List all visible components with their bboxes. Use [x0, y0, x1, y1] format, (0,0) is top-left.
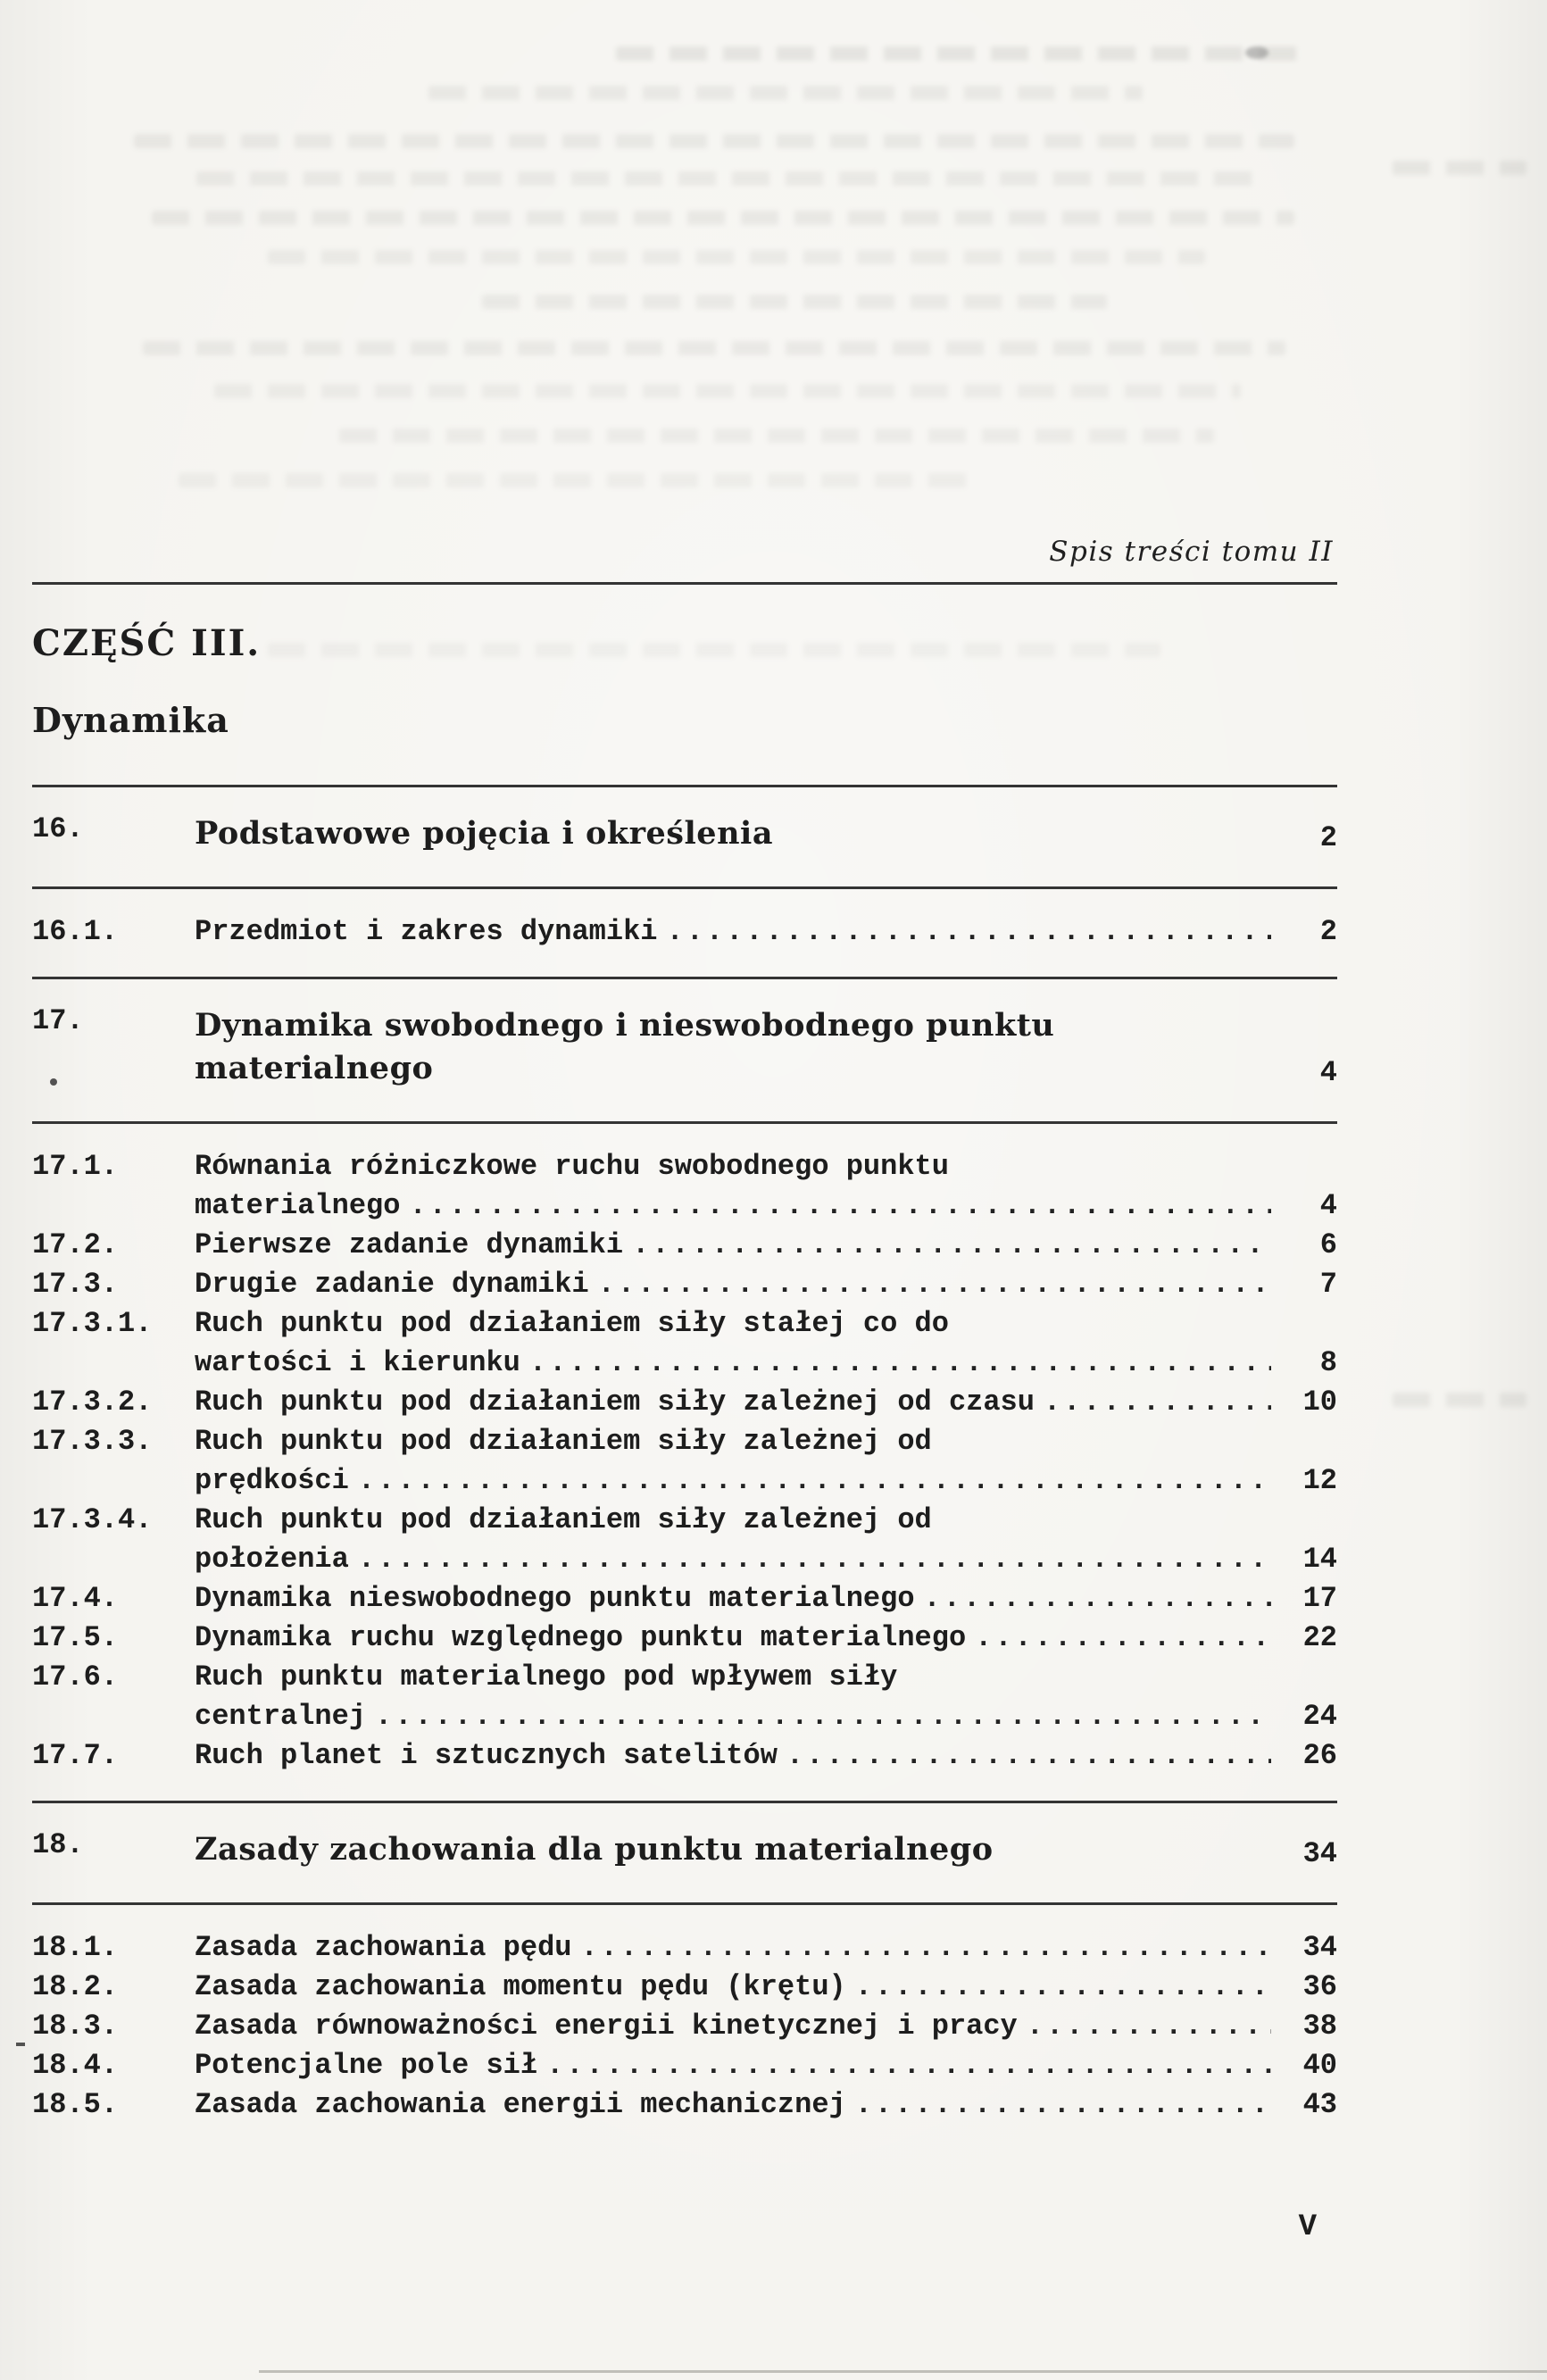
dot-leader	[546, 2046, 1271, 2085]
toc-entry-number: 17.4.	[32, 1581, 119, 1615]
chapter-row	[32, 787, 1337, 886]
toc-entry	[32, 1619, 1337, 1658]
dot-leader	[632, 1226, 1271, 1265]
chapter-title	[195, 812, 1282, 854]
toc-entry-title: Zasada zachowania energii mechanicznej	[195, 2088, 846, 2121]
toc-entry-title: Ruch planet i sztucznych satelitów	[195, 1738, 778, 1772]
toc-entry	[32, 1736, 1337, 1776]
chapter-row	[32, 1803, 1337, 1902]
toc-entry-line	[32, 1304, 1337, 1344]
toc-entry-number: 17.3.4.	[32, 1502, 153, 1536]
toc-entry-line	[32, 2046, 1337, 2085]
toc-entry	[32, 1968, 1337, 2007]
stray-tick-mark	[16, 2043, 25, 2046]
toc-entry-number: 17.3.1.	[32, 1306, 153, 1340]
toc-entry-number: 17.3.2.	[32, 1385, 153, 1419]
toc-entry	[32, 912, 1337, 952]
chapter-title	[195, 1004, 1282, 1089]
toc-entry	[32, 2085, 1337, 2125]
toc-entry-title: Ruch punktu pod działaniem siły stałej co do	[195, 1306, 949, 1340]
page-content	[32, 0, 1337, 2150]
chapter-title-line: Zasady zachowania dla punktu materialnego	[195, 1830, 994, 1868]
toc-entry-number: 17.3.3.	[32, 1424, 153, 1458]
toc-entry-line	[32, 1147, 1337, 1186]
toc-entry-line	[32, 1579, 1337, 1619]
toc-entry-title: Potencjalne pole sił	[195, 2049, 538, 2082]
dot-leader	[666, 912, 1271, 952]
toc-entry-page-number: 36	[1302, 1970, 1337, 2003]
toc-entry-title: Ruch punktu pod działaniem siły zależnej od czasu	[195, 1385, 1035, 1419]
toc-entry-title: Ruch punktu materialnego pod wpływem siły	[195, 1660, 898, 1693]
toc-entry-title: Ruch punktu pod działaniem siły zależnej od	[195, 1502, 932, 1536]
toc-entry-title: centralnej	[195, 1699, 367, 1733]
toc-header-title: Spis treści tomu II	[1049, 536, 1334, 568]
toc-entries-group	[32, 1124, 1337, 1801]
toc-entry-title: Drugie zadanie dynamiki	[195, 1267, 589, 1301]
dot-leader	[975, 1619, 1271, 1658]
part-heading: CZĘŚĆ III.	[32, 622, 262, 664]
toc-entry-page-number: 17	[1302, 1581, 1337, 1615]
chapter-page-number: 2	[1319, 821, 1337, 855]
page-number: V	[1298, 2210, 1317, 2244]
toc-entry-page-number: 2	[1319, 915, 1337, 949]
toc-entry-line	[32, 1226, 1337, 1265]
toc-entry-line	[32, 1186, 1337, 1226]
toc-entry	[32, 2007, 1337, 2046]
toc-entry	[32, 1579, 1337, 1619]
toc-entry-line	[32, 912, 1337, 952]
toc-entry-title: Zasada równoważności energii kinetycznej i pracy	[195, 2010, 1018, 2043]
toc-entry-number: 18.2.	[32, 1970, 119, 2003]
dot-leader	[375, 1697, 1271, 1736]
toc-entry-number: 17.6.	[32, 1660, 119, 1693]
top-margin-spacer	[32, 0, 1337, 536]
chapter-title-line: Podstawowe pojęcia i określenia	[195, 815, 773, 852]
toc-entry-title: położenia	[195, 1542, 349, 1576]
toc-entry-page-number: 22	[1302, 1620, 1337, 1654]
toc-entry-line	[32, 1540, 1337, 1579]
toc-entry-number: 17.1.	[32, 1149, 119, 1183]
toc-entry-number: 18.1.	[32, 1931, 119, 1964]
toc-entry-page-number: 14	[1302, 1542, 1337, 1576]
chapter-page-number: 4	[1319, 1055, 1337, 1089]
dot-leader	[1027, 2007, 1271, 2046]
part-subheading: Dynamika	[32, 700, 229, 740]
dot-leader	[598, 1265, 1271, 1304]
toc-entry-line	[32, 1501, 1337, 1540]
toc-entry-title: materialnego	[195, 1188, 401, 1222]
toc-entry-title: Pierwsze zadanie dynamiki	[195, 1227, 624, 1261]
toc-entry-line	[32, 1968, 1337, 2007]
toc-entry-line	[32, 2085, 1337, 2125]
toc-entry-number: 17.7.	[32, 1738, 119, 1772]
toc-entry-page-number: 7	[1319, 1267, 1337, 1301]
chapter-page-number: 34	[1302, 1837, 1337, 1870]
toc-entry-line	[32, 1461, 1337, 1501]
toc-entry-title: Zasada zachowania pędu	[195, 1931, 572, 1964]
chapter-title	[195, 1828, 1282, 1870]
toc-entry-page-number: 26	[1302, 1738, 1337, 1772]
chapter-number: 18.	[32, 1827, 84, 1861]
chapter-title-line: materialnego	[195, 1049, 434, 1086]
toc-entry	[32, 1304, 1337, 1383]
chapter-row	[32, 979, 1337, 1121]
toc-entry-page-number: 38	[1302, 2010, 1337, 2043]
toc-entry-number: 18.5.	[32, 2088, 119, 2121]
chapter-number: 17.	[32, 1004, 84, 1038]
toc-entry-title: Równania różniczkowe ruchu swobodnego punktu	[195, 1149, 949, 1183]
dot-leader	[580, 1928, 1271, 1968]
toc-entry-title: Dynamika nieswobodnego punktu materialnego	[195, 1581, 915, 1615]
toc-entry-page-number: 8	[1319, 1345, 1337, 1379]
toc-entry-number: 17.2.	[32, 1227, 119, 1261]
toc-entry-number: 18.4.	[32, 2049, 119, 2082]
toc-entry	[32, 1147, 1337, 1226]
toc-entry-line	[32, 1383, 1337, 1422]
dot-leader	[924, 1579, 1271, 1619]
dot-leader	[529, 1344, 1271, 1383]
dot-leader	[358, 1540, 1271, 1579]
toc-entry-title: wartości i kierunku	[195, 1345, 520, 1379]
toc-entry	[32, 1501, 1337, 1579]
toc-entry-line	[32, 2007, 1337, 2046]
dot-leader	[855, 1968, 1271, 2007]
toc-entry	[32, 1226, 1337, 1265]
toc-entry	[32, 1265, 1337, 1304]
toc-entry-page-number: 12	[1302, 1463, 1337, 1497]
toc-entry-line	[32, 1928, 1337, 1968]
toc-entry	[32, 2046, 1337, 2085]
scan-edge-line	[259, 2370, 1547, 2373]
toc-entry-line	[32, 1658, 1337, 1697]
toc-entry-line	[32, 1344, 1337, 1383]
toc-entry	[32, 1422, 1337, 1501]
toc-entry-page-number: 6	[1319, 1227, 1337, 1261]
toc-entry-line	[32, 1619, 1337, 1658]
header-rule	[32, 582, 1337, 585]
chapter-title-line: Dynamika swobodnego i nieswobodnego punktu	[195, 1007, 1055, 1044]
toc-entry-number: 16.1.	[32, 915, 119, 949]
toc-entry-title: prędkości	[195, 1463, 349, 1497]
toc	[32, 785, 1337, 2150]
chapter-number: 16.	[32, 812, 84, 845]
toc-entry-page-number: 10	[1302, 1385, 1337, 1419]
toc-entry-line	[32, 1422, 1337, 1461]
toc-entry-page-number: 4	[1319, 1188, 1337, 1222]
toc-entry-page-number: 40	[1302, 2049, 1337, 2082]
toc-entries-group	[32, 1905, 1337, 2150]
toc-entry-line	[32, 1736, 1337, 1776]
toc-entry-line	[32, 1697, 1337, 1736]
toc-entry-page-number: 43	[1302, 2088, 1337, 2121]
toc-entry-title: Ruch punktu pod działaniem siły zależnej od	[195, 1424, 932, 1458]
toc-entry	[32, 1928, 1337, 1968]
toc-entry-number: 17.5.	[32, 1620, 119, 1654]
toc-entry	[32, 1658, 1337, 1736]
bleed-artifact	[1393, 1393, 1526, 1407]
dot-leader	[786, 1736, 1271, 1776]
dot-leader	[409, 1186, 1271, 1226]
toc-entry-page-number: 34	[1302, 1931, 1337, 1964]
toc-entry-line	[32, 1265, 1337, 1304]
toc-entry-title: Dynamika ruchu względnego punktu materialnego	[195, 1620, 967, 1654]
toc-entries-group	[32, 889, 1337, 977]
toc-entry-title: Zasada zachowania momentu pędu (krętu)	[195, 1970, 846, 2003]
toc-entry-number: 17.3.	[32, 1267, 119, 1301]
dot-leader	[855, 2085, 1271, 2125]
bleed-artifact	[1393, 161, 1526, 175]
toc-entry-title: Przedmiot i zakres dynamiki	[195, 915, 658, 949]
dot-leader	[358, 1461, 1271, 1501]
toc-entry-number: 18.3.	[32, 2010, 119, 2043]
toc-entry	[32, 1383, 1337, 1422]
dot-leader	[1044, 1383, 1271, 1422]
toc-entry-page-number: 24	[1302, 1699, 1337, 1733]
